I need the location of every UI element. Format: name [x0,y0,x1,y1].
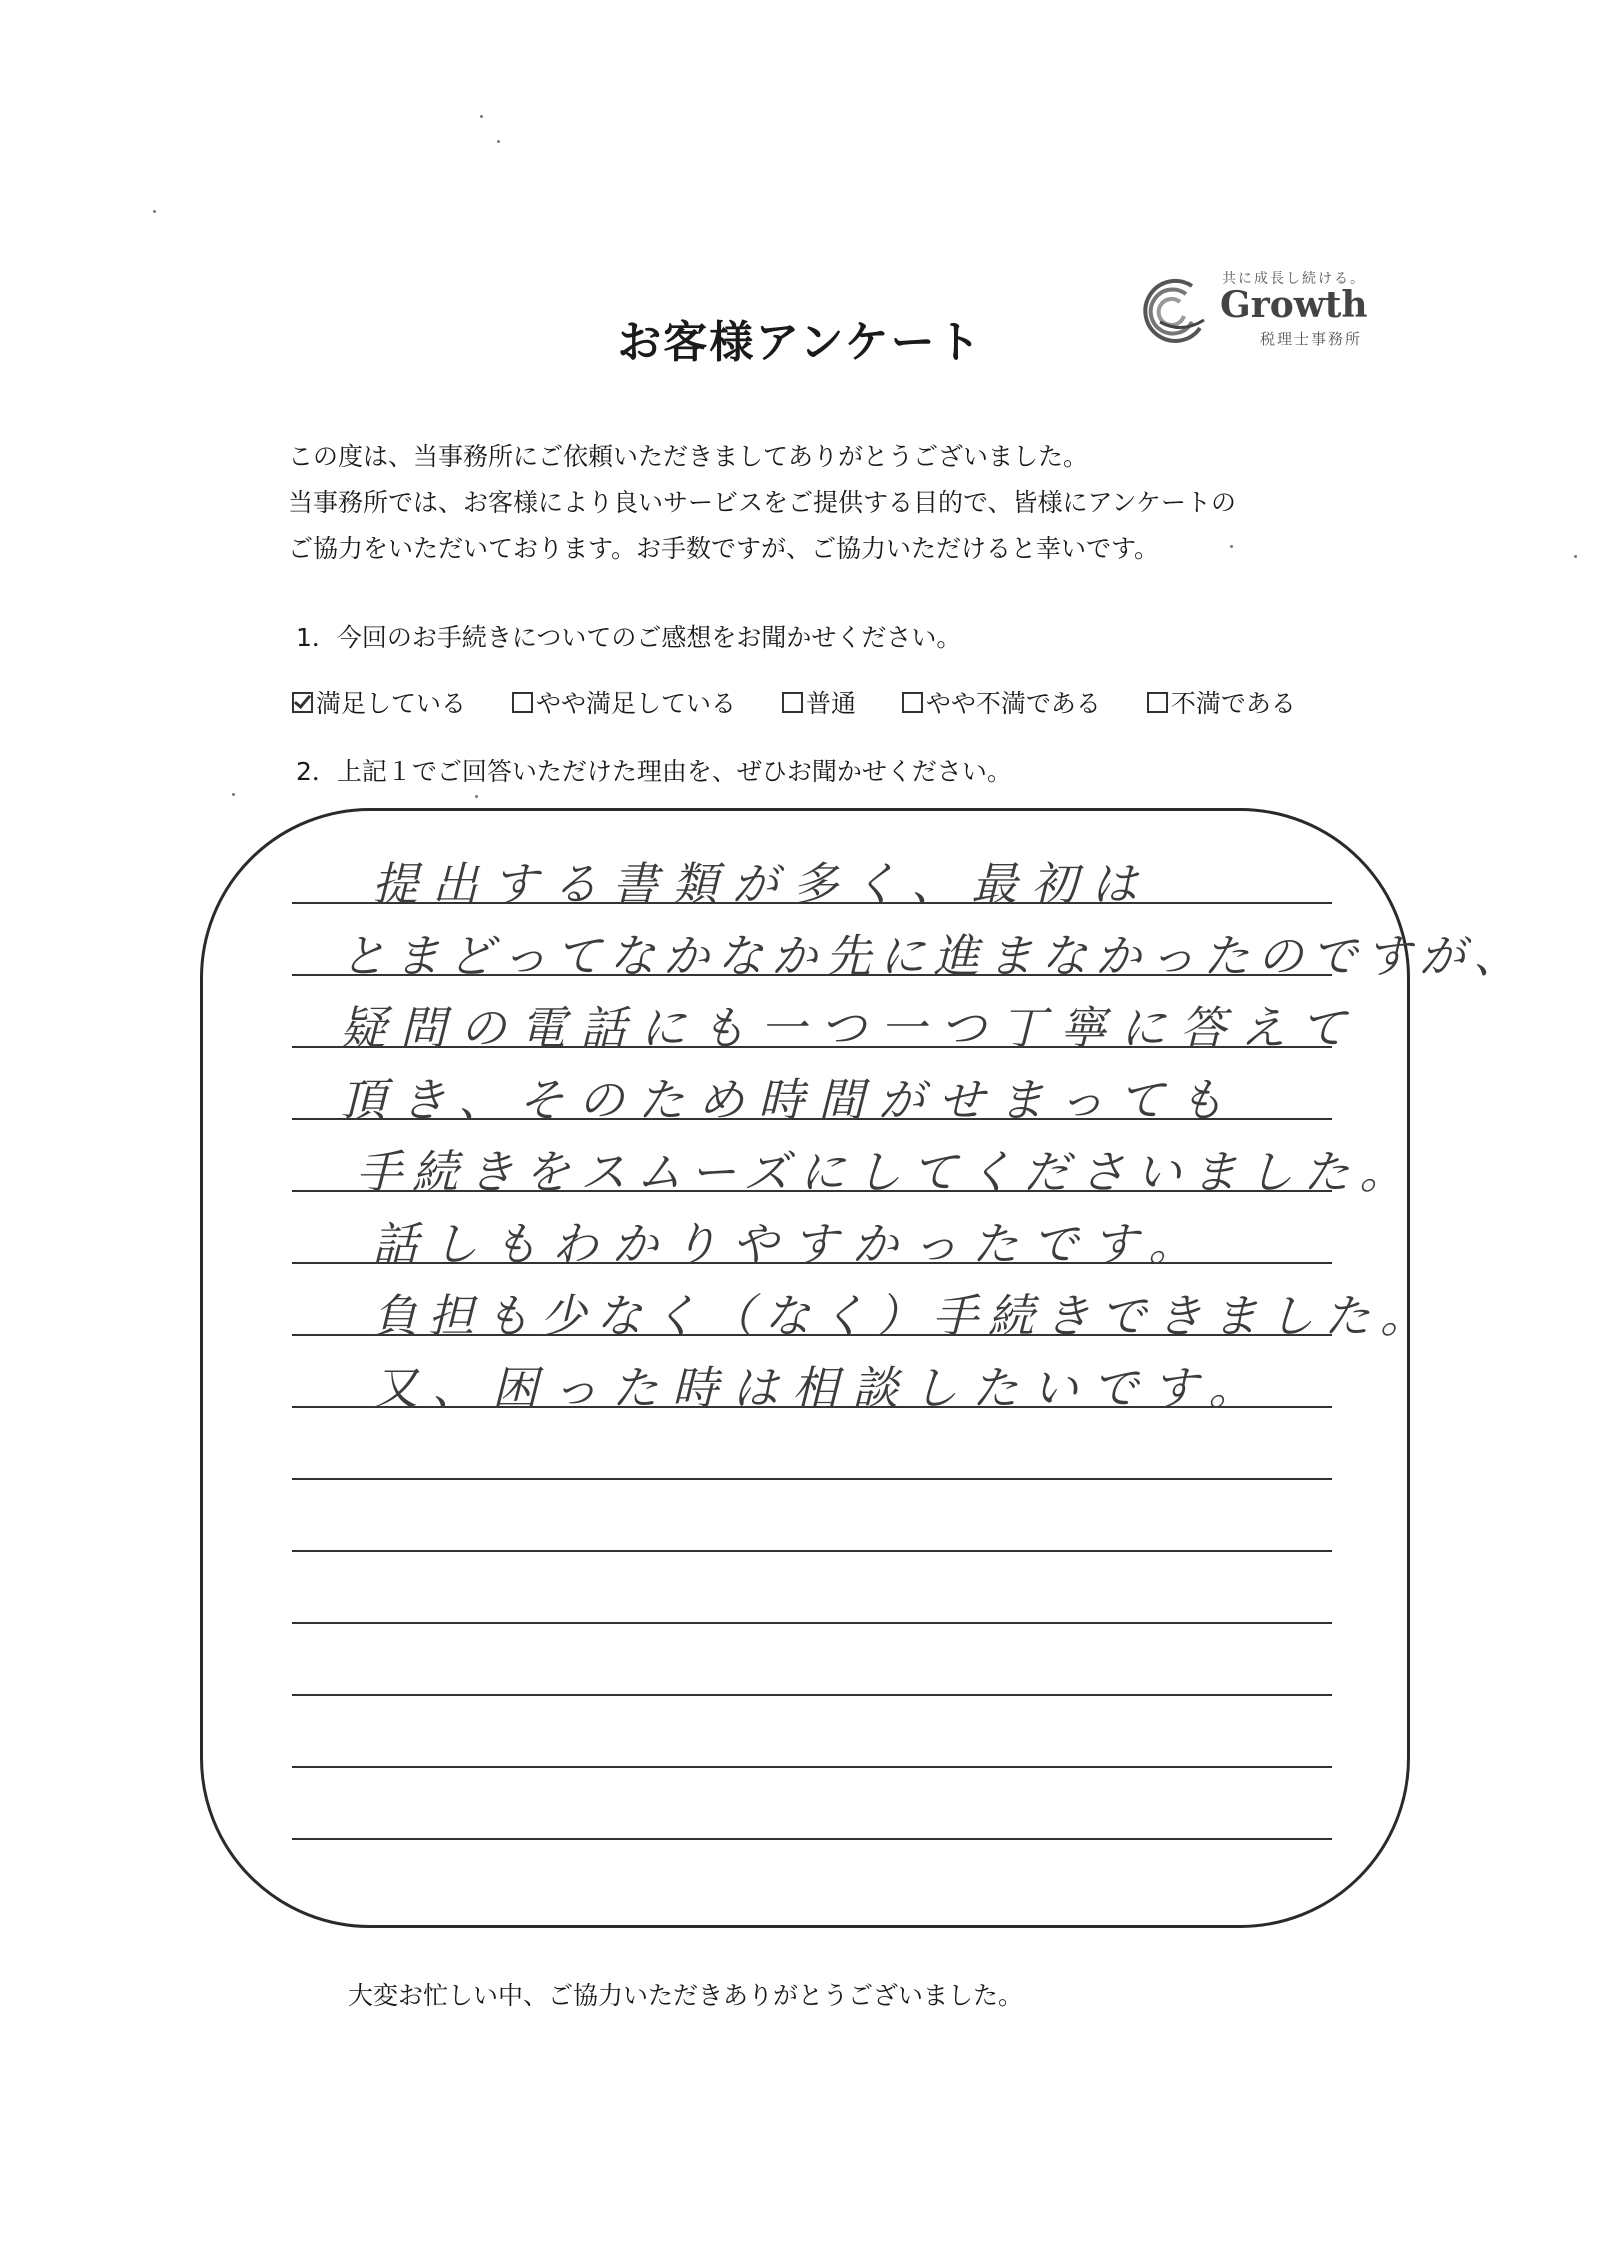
writing-line [292,1766,1332,1768]
writing-line [292,1694,1332,1696]
writing-line [292,1838,1332,1840]
logo-name: Growth [1220,284,1368,326]
intro-line: 当事務所では、お客様により良いサービスをご提供する目的で、皆様にアンケートの [288,488,1237,517]
scan-speck [480,115,483,118]
intro-paragraph [288,434,1236,572]
writing-line [292,1550,1332,1552]
option-satisfied[interactable] [292,684,466,720]
checkbox[interactable] [902,692,923,713]
handwritten-answer-line: 頂き、そのため時間がせまっても [340,1073,1239,1127]
option-label: やや不満である [925,689,1101,718]
option-label: やや満足している [535,689,736,718]
handwritten-answer-line: 負担も少なく（なく）手続きできました。 [372,1289,1436,1343]
closing-message: 大変お忙しい中、ご協力いただきありがとうございました。 [348,1981,1024,2010]
logo-tagline: 共に成長し続ける。 [1222,271,1366,287]
intro-line: この度は、当事務所にご依頼いただきましてありがとうございました。 [288,442,1089,471]
page-title: お客様アンケート [617,317,983,368]
checkbox[interactable] [782,692,803,713]
handwritten-answer-line: 手続きをスムーズにしてくださいました。 [356,1145,1416,1199]
checkbox[interactable] [512,692,533,713]
handwritten-answer-line: とまどってなかなか先に進まなかったのですが、 [340,929,1528,983]
handwritten-answer-line: 又、困った時は相談したいです。 [372,1361,1269,1415]
checkbox-checked[interactable] [292,692,313,713]
scan-speck [153,210,156,213]
option-label: 満足している [316,689,467,718]
handwritten-answer-line: 提出する書類が多く、最初は [372,857,1152,911]
handwritten-answer-line: 話しもわかりやすかったです。 [372,1217,1209,1271]
scan-speck [232,793,235,796]
option-label: 普通 [805,689,856,718]
logo-subtitle: 税理士事務所 [1260,330,1363,348]
option-dissatisfied[interactable] [1147,684,1296,720]
handwritten-answer-line: 疑問の電話にも一つ一つ丁寧に答えて [340,1001,1360,1055]
question-1: 1．今回のお手続きについてのご感想をお聞かせください。 [296,623,962,652]
option-somewhat-dissatisfied[interactable] [902,684,1101,720]
checkbox[interactable] [1147,692,1168,713]
intro-line: ご協力をいただいております。お手数ですが、ご協力いただけると幸いです。 [288,534,1160,563]
writing-line [292,1478,1332,1480]
scan-speck [1574,555,1577,558]
writing-line [292,1622,1332,1624]
scan-speck [475,795,478,798]
option-label: 不満である [1170,689,1296,718]
satisfaction-options [292,684,1296,720]
option-neutral[interactable] [782,684,856,720]
scan-speck [497,140,500,143]
question-2: 2．上記１でご回答いただけた理由を、ぜひお聞かせください。 [296,757,1012,786]
option-somewhat-satisfied[interactable] [512,684,736,720]
